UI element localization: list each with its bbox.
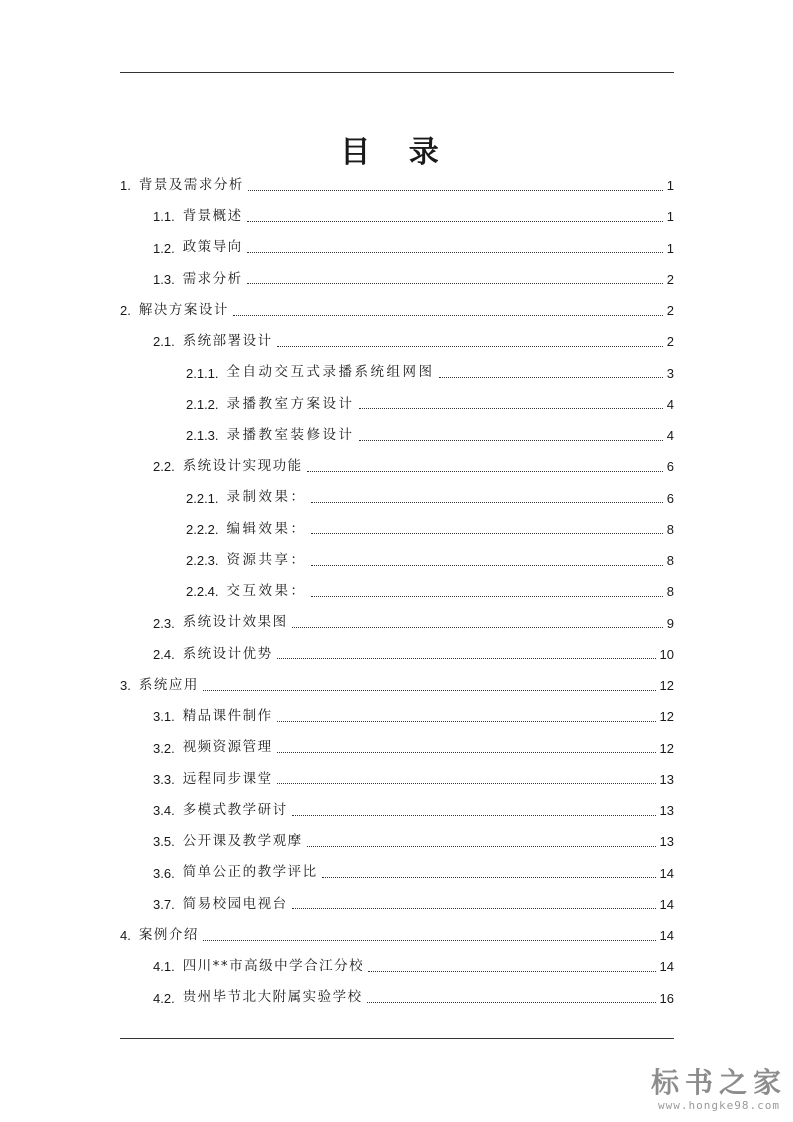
toc-entry-label: 资源共享： [226, 551, 307, 568]
toc-entry-page: 9 [666, 615, 674, 631]
toc-entry-page: 14 [659, 865, 674, 881]
toc-entry[interactable] [0, 295, 793, 326]
toc-entry-label: 视频资源管理 [182, 739, 273, 756]
toc-dot-leader [277, 720, 656, 722]
toc-entry-number: 4.1. [153, 959, 175, 975]
toc-entry-number: 2.1.2. [186, 396, 219, 412]
toc-dot-leader [247, 282, 663, 284]
toc-dot-leader [247, 251, 663, 253]
toc-entry-number: 2.2.2. [186, 521, 219, 537]
toc-entry-number: 3.3. [153, 771, 175, 787]
toc-entry-page: 2 [666, 271, 674, 287]
toc-entry-label: 编辑效果： [226, 520, 307, 537]
toc-entry[interactable] [0, 201, 793, 232]
toc-dot-leader [247, 220, 663, 222]
toc-entry-page: 2 [666, 303, 674, 319]
toc-entry-label: 多模式教学研讨 [182, 801, 288, 818]
toc-entry-page: 6 [666, 459, 674, 475]
toc-entry[interactable] [0, 639, 793, 670]
toc-entry-label: 公开课及教学观摩 [182, 833, 303, 850]
toc-entry-number: 3.1. [153, 709, 175, 725]
watermark-url: www.hongke98.com [658, 1099, 780, 1112]
toc-entry-number: 2.3. [153, 615, 175, 631]
toc-entry-page: 1 [666, 240, 674, 256]
toc-entry-label: 四川**市高级中学合江分校 [182, 958, 365, 975]
toc-entry-number: 3. [120, 678, 131, 694]
toc-entry-page: 8 [666, 553, 674, 569]
toc-entry-label: 全自动交互式录播系统组网图 [226, 364, 435, 381]
toc-entry[interactable] [0, 889, 793, 920]
toc-entry-page: 8 [666, 521, 674, 537]
toc-dot-leader [203, 689, 656, 691]
toc-entry-page: 6 [666, 490, 674, 506]
toc-entry-number: 2.2. [153, 459, 175, 475]
toc-entry-label: 政策导向 [182, 239, 243, 256]
toc-entry[interactable] [0, 170, 793, 201]
toc-entry-page: 13 [659, 771, 674, 787]
toc-entry-label: 交互效果： [226, 583, 307, 600]
toc-entry-page: 10 [659, 646, 674, 662]
toc-entry-page: 12 [659, 740, 674, 756]
toc-dot-leader [292, 814, 656, 816]
toc-entry-number: 3.6. [153, 865, 175, 881]
toc-entry-page: 1 [666, 178, 674, 194]
header-rule [120, 72, 674, 73]
toc-entry-number: 4. [120, 928, 131, 944]
toc-dot-leader [203, 939, 656, 941]
toc-entry-number: 3.2. [153, 740, 175, 756]
toc-entry[interactable] [0, 264, 793, 295]
toc-entry[interactable] [0, 608, 793, 639]
toc-entry-page: 3 [666, 365, 674, 381]
toc-entry[interactable] [0, 701, 793, 732]
toc-entry-page: 2 [666, 334, 674, 350]
toc-entry-label: 系统设计优势 [182, 645, 273, 662]
toc-dot-leader [311, 595, 663, 597]
toc-dot-leader [322, 876, 656, 878]
toc-dot-leader [359, 407, 663, 409]
toc-dot-leader [359, 439, 663, 441]
toc-entry-label: 简单公正的教学评比 [182, 864, 318, 881]
toc-entry[interactable] [0, 420, 793, 451]
toc-entry[interactable] [0, 514, 793, 545]
toc-entry-label: 系统设计实现功能 [182, 458, 303, 475]
toc-entry[interactable] [0, 358, 793, 389]
toc-entry-page: 8 [666, 584, 674, 600]
toc-entry[interactable] [0, 670, 793, 701]
toc-entry-number: 2. [120, 303, 131, 319]
toc-dot-leader [311, 501, 663, 503]
toc-entry[interactable] [0, 576, 793, 607]
toc-dot-leader [248, 189, 663, 191]
toc-entry-label: 系统应用 [138, 676, 199, 693]
toc-entry[interactable] [0, 764, 793, 795]
toc-entry[interactable] [0, 483, 793, 514]
toc-entry-page: 12 [659, 678, 674, 694]
toc-title: 目 录 [340, 135, 453, 170]
toc-entry[interactable] [0, 920, 793, 951]
toc-entry-label: 案例介绍 [138, 926, 199, 943]
toc-entry-label: 远程同步课堂 [182, 770, 273, 787]
toc-entry-label: 录播教室方案设计 [226, 395, 355, 412]
toc-entry[interactable] [0, 326, 793, 357]
toc-entry-number: 4.2. [153, 990, 175, 1006]
toc-entry-page: 14 [659, 959, 674, 975]
toc-entry-label: 录制效果： [226, 489, 307, 506]
toc-entry[interactable] [0, 545, 793, 576]
toc-entry-label: 背景概述 [182, 208, 243, 225]
toc-entry[interactable] [0, 858, 793, 889]
toc-entry-number: 1.1. [153, 209, 175, 225]
toc-entry[interactable] [0, 826, 793, 857]
toc-entry-label: 背景及需求分析 [138, 176, 244, 193]
toc-entry[interactable] [0, 451, 793, 482]
toc-dot-leader [277, 782, 656, 784]
toc-entry[interactable] [0, 733, 793, 764]
toc-entry-number: 2.2.1. [186, 490, 219, 506]
toc-entry-number: 2.1.3. [186, 428, 219, 444]
toc-entry-number: 1.3. [153, 271, 175, 287]
toc-dot-leader [277, 345, 663, 347]
toc-entry[interactable] [0, 233, 793, 264]
toc-entry[interactable] [0, 983, 793, 1014]
toc-entry-number: 1. [120, 178, 131, 194]
toc-dot-leader [277, 657, 656, 659]
toc-entry-page: 4 [666, 428, 674, 444]
toc-entry-page: 12 [659, 709, 674, 725]
toc-entry-label: 系统设计效果图 [182, 614, 288, 631]
toc-entry-number: 2.4. [153, 646, 175, 662]
toc-dot-leader [292, 626, 663, 628]
toc-dot-leader [367, 1001, 656, 1003]
toc-entry-label: 解决方案设计 [138, 301, 229, 318]
toc-entry-page: 14 [659, 928, 674, 944]
toc-entry-number: 3.5. [153, 834, 175, 850]
toc-dot-leader [233, 314, 663, 316]
toc-entry-label: 简易校园电视台 [182, 895, 288, 912]
toc-entry-label: 系统部署设计 [182, 333, 273, 350]
toc-dot-leader [307, 470, 663, 472]
toc-entry-number: 3.7. [153, 896, 175, 912]
toc-entry-page: 14 [659, 896, 674, 912]
toc-entry-number: 2.2.3. [186, 553, 219, 569]
toc-entry-label: 贵州毕节北大附属实验学校 [182, 989, 363, 1006]
toc-entry[interactable] [0, 389, 793, 420]
toc-dot-leader [368, 970, 655, 972]
toc-entry-page: 13 [659, 834, 674, 850]
toc-entry-page: 16 [659, 990, 674, 1006]
toc-dot-leader [311, 532, 663, 534]
watermark-logo [651, 1068, 787, 1112]
toc-dot-leader [277, 751, 656, 753]
toc-entry-number: 1.2. [153, 240, 175, 256]
toc-entry-label: 精品课件制作 [182, 708, 273, 725]
toc-entry-label: 需求分析 [182, 270, 243, 287]
toc-dot-leader [311, 564, 663, 566]
toc-entry-page: 1 [666, 209, 674, 225]
footer-rule [120, 1038, 674, 1039]
toc-entry-number: 2.1.1. [186, 365, 219, 381]
toc-entry-page: 4 [666, 396, 674, 412]
toc-entry-label: 录播教室装修设计 [226, 426, 355, 443]
toc-entry-page: 13 [659, 803, 674, 819]
toc-entry-number: 3.4. [153, 803, 175, 819]
toc-entry-number: 2.1. [153, 334, 175, 350]
toc-dot-leader [292, 907, 656, 909]
watermark-brand: 标书之家 [650, 1066, 787, 1100]
toc-entry-number: 2.2.4. [186, 584, 219, 600]
toc-dot-leader [307, 845, 656, 847]
toc-entry[interactable] [0, 951, 793, 982]
toc-entry[interactable] [0, 795, 793, 826]
toc-dot-leader [439, 376, 663, 378]
